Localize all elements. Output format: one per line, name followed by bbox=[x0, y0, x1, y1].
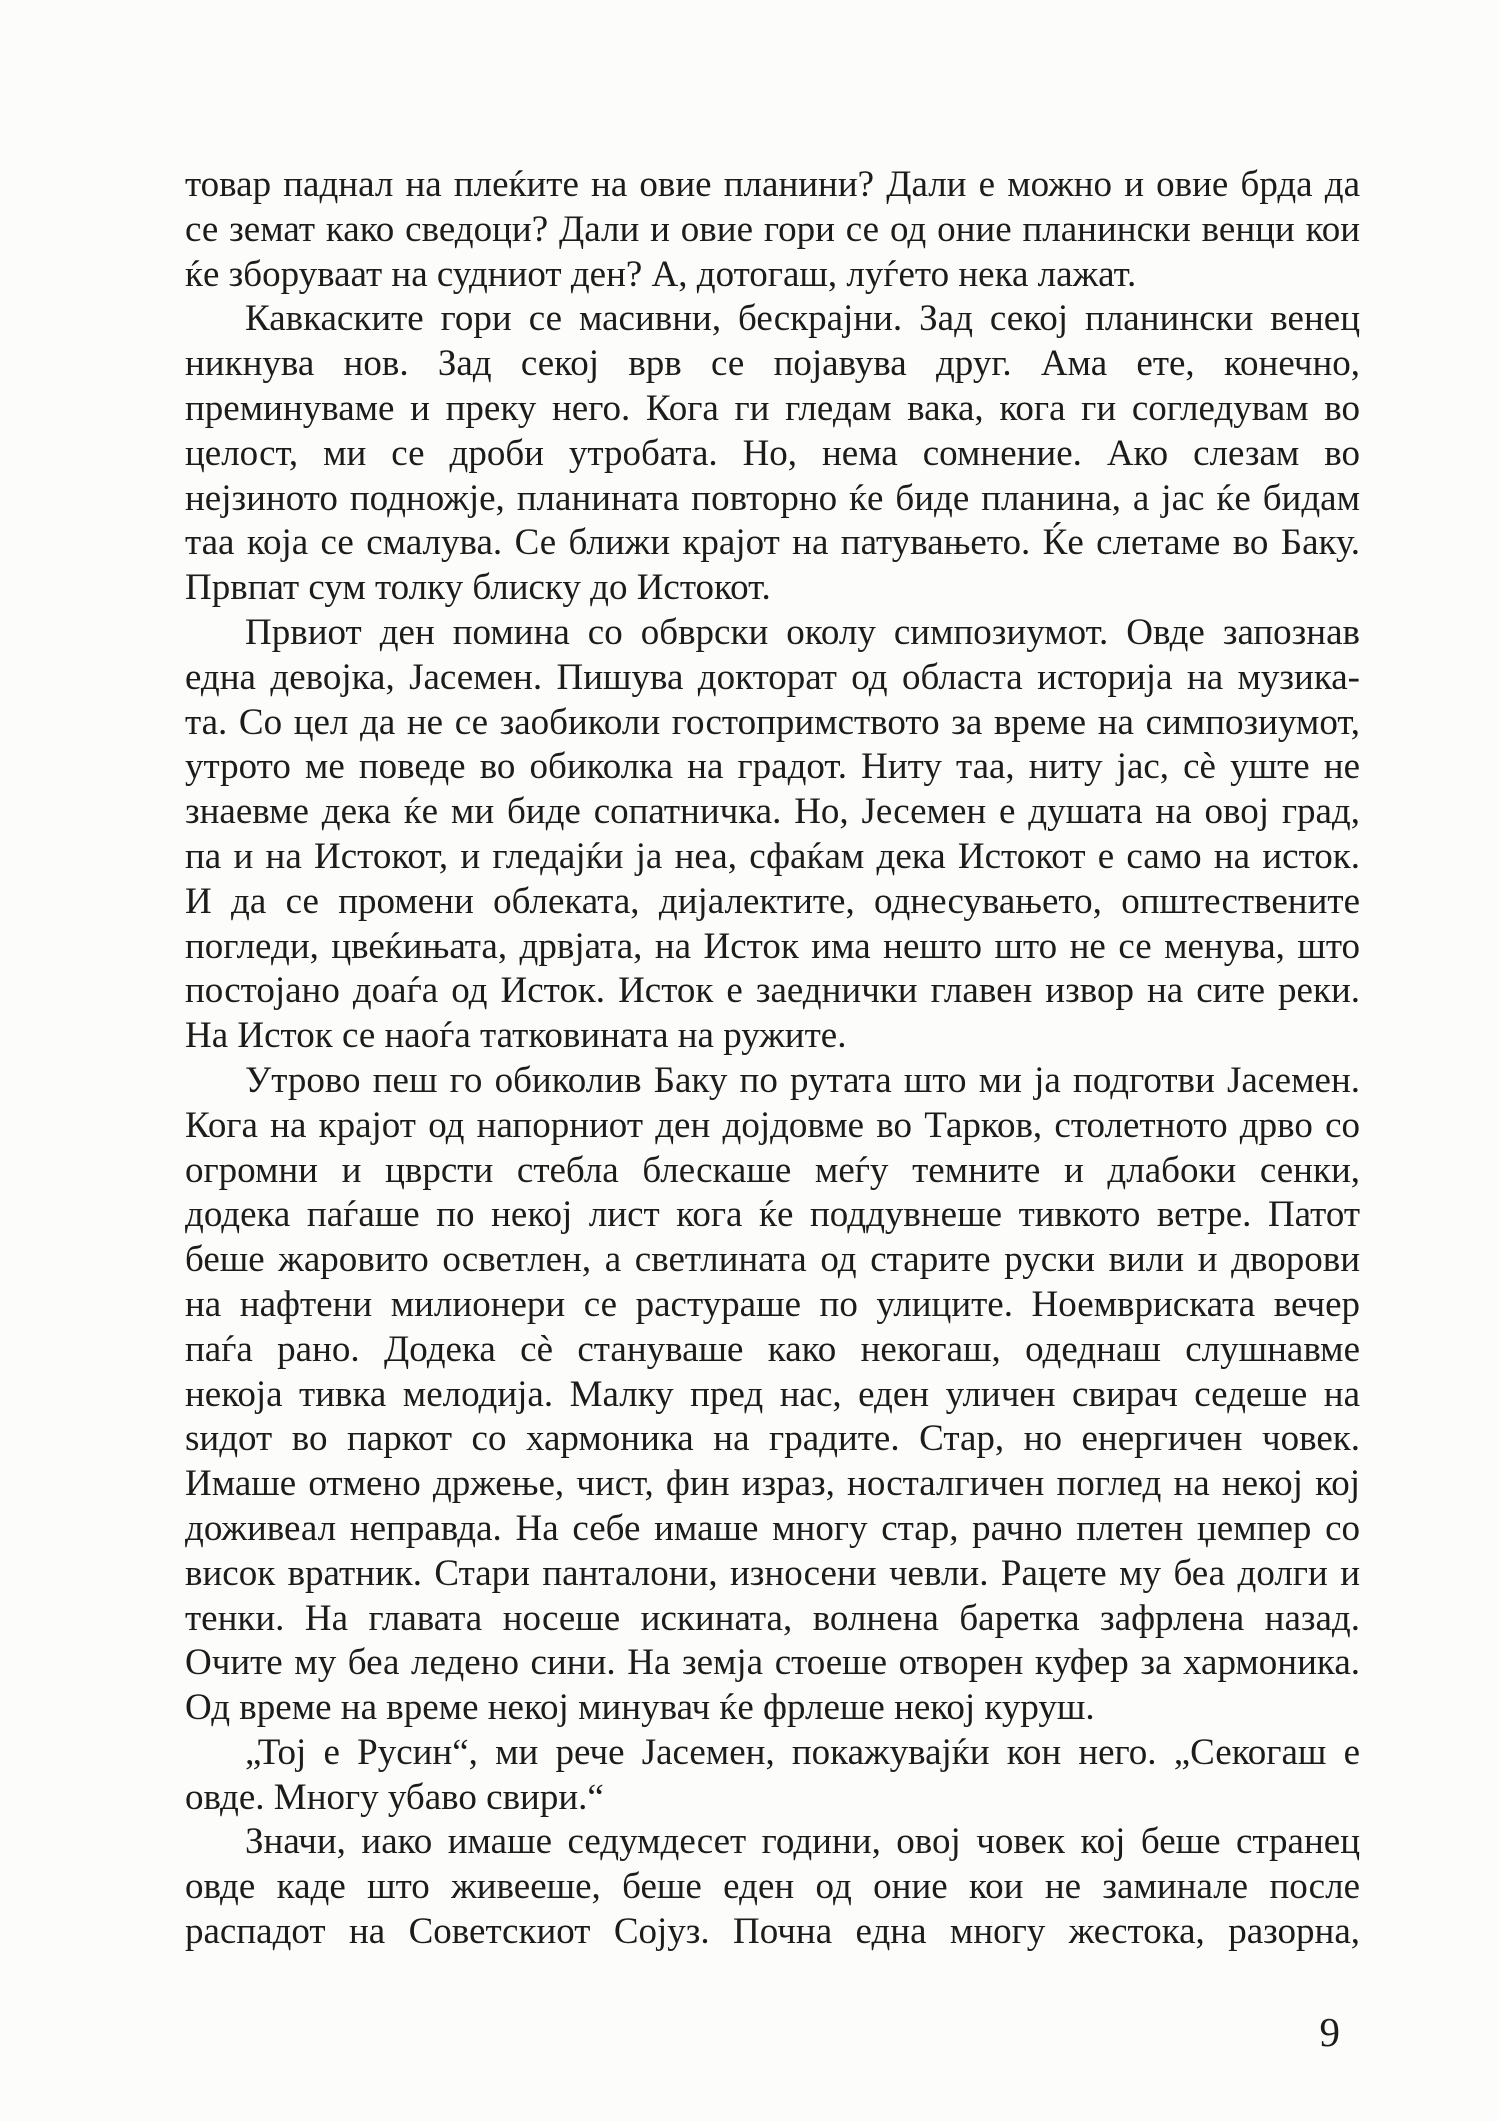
text-line: тенки. На главата носеше искината, волнена баретка зафрлена назад. bbox=[185, 1597, 1360, 1639]
text-line: Првпат сум толку блиску до Истокот. bbox=[185, 567, 771, 609]
text-line: Од време на време некој минувач ќе фрлеше некој куруш. bbox=[185, 1687, 1095, 1729]
text-line: па и на Истокот, и гледајќи ја неа, сфаќам дека Истокот е само на исток. bbox=[185, 835, 1360, 877]
text-line: товар паднал на плеќите на овие планини? Дали е можно и овие брда да bbox=[185, 164, 1360, 205]
text-line: постојано доаѓа од Исток. Исток е заеднички главен извор на сите реки. bbox=[185, 970, 1360, 1012]
text-line: нејзиното подножје, планината повторно ќе биде планина, а јас ќе бидам bbox=[185, 477, 1360, 519]
text-line: Имаше отмено држење, чист, фин израз, носталгичен поглед на некој кој bbox=[185, 1463, 1360, 1505]
text-line: овде. Многу убаво свири.“ bbox=[185, 1776, 604, 1818]
text-line: целост, ми се дроби утробата. Но, нема сомнение. Ако слезам во bbox=[185, 432, 1360, 474]
text-line: на нафтени милионери се растураше по улиците. Ноемвриската вечер bbox=[185, 1283, 1360, 1325]
text-line: На Исток се наоѓа татковината на ружите. bbox=[185, 1015, 847, 1057]
text-line: висок вратник. Стари панталони, износени чевли. Рацете му беа долги и bbox=[185, 1552, 1360, 1594]
text-line: беше жаровито осветлен, а светлината од старите руски вили и дворови bbox=[185, 1239, 1360, 1281]
text-line: таа која се смалува. Се ближи крајот на патувањето. Ќе слетаме во Баку. bbox=[185, 522, 1360, 564]
text-line: овде каде што живееше, беше еден од оние кои не заминале после bbox=[185, 1866, 1360, 1908]
text-line: погледи, цвеќињата, дрвјата, на Исток има нешто што не се менува, што bbox=[185, 925, 1360, 967]
text-line: Значи, иако имаше седумдесет години, овој човек кој беше странец bbox=[245, 1821, 1360, 1863]
text-line: паѓа рано. Додека сè стануваше како некогаш, одеднаш слушнавме bbox=[185, 1328, 1360, 1370]
text-block bbox=[185, 163, 1360, 1955]
text-line: И да се промени облеката, дијалектите, однесувањето, општествените bbox=[185, 880, 1360, 922]
text-line: распадот на Советскиот Сојуз. Почна една многу жестока, разорна, bbox=[185, 1911, 1360, 1953]
text-line: „Тој е Русин“, ми рече Јасемен, покажувајќи кон него. „Секогаш е bbox=[245, 1731, 1360, 1773]
text-line: една девојка, Јасемен. Пишува докторат од областа историја на музика- bbox=[185, 656, 1360, 698]
text-line: утрото ме поведе во обиколка на градот. Ниту таа, ниту јас, сè уште не bbox=[185, 746, 1360, 788]
text-line: Очите му беа ледено сини. На земја стоеше отворен куфер за хармоника. bbox=[185, 1642, 1360, 1684]
text-line: никнува нов. Зад секој врв се појавува друг. Ама ете, конечно, bbox=[185, 343, 1360, 385]
text-line: преминуваме и преку него. Кога ги гледам вака, кога ги согледувам во bbox=[185, 387, 1360, 429]
text-line: некоја тивка мелодија. Малку пред нас, еден уличен свирач седеше на bbox=[185, 1373, 1360, 1415]
text-line: доживеал неправда. На себе имаше многу стар, рачно плетен џемпер со bbox=[185, 1507, 1360, 1549]
text-line: ѕидот во паркот со хармоника на градите. Стар, но енергичен човек. bbox=[185, 1418, 1360, 1460]
text-line: се земат како сведоци? Дали и овие гори се од оние планински венци кои bbox=[185, 208, 1360, 250]
text-line: Првиот ден помина со обврски околу симпозиумот. Овде запознав bbox=[245, 611, 1360, 653]
text-line: додека паѓаше по некој лист кога ќе поддувнеше тивкото ветре. Патот bbox=[185, 1194, 1360, 1236]
text-line: та. Со цел да не се заобиколи гостопримството за време на симпозиумот, bbox=[185, 701, 1360, 743]
text-line: Кавкаските гори се масивни, бескрајни. Зад секој планински венец bbox=[245, 298, 1360, 340]
text-line: огромни и цврсти стебла блескаше меѓу темните и длабоки сенки, bbox=[185, 1149, 1360, 1191]
page-number: 9 bbox=[1319, 2009, 1340, 2055]
text-line: ќе зборуваат на судниот ден? А, дотогаш, луѓето нека лажат. bbox=[185, 253, 1137, 295]
text-line: знаевме дека ќе ми биде сопатничка. Но, Јесемен е душата на овој град, bbox=[185, 791, 1360, 833]
text-line: Утрово пеш го обиколив Баку по рутата што ми ја подготви Јасемен. bbox=[245, 1059, 1360, 1101]
text-line: Кога на крајот од напорниот ден дојдовме во Тарков, столетното дрво со bbox=[185, 1104, 1360, 1146]
